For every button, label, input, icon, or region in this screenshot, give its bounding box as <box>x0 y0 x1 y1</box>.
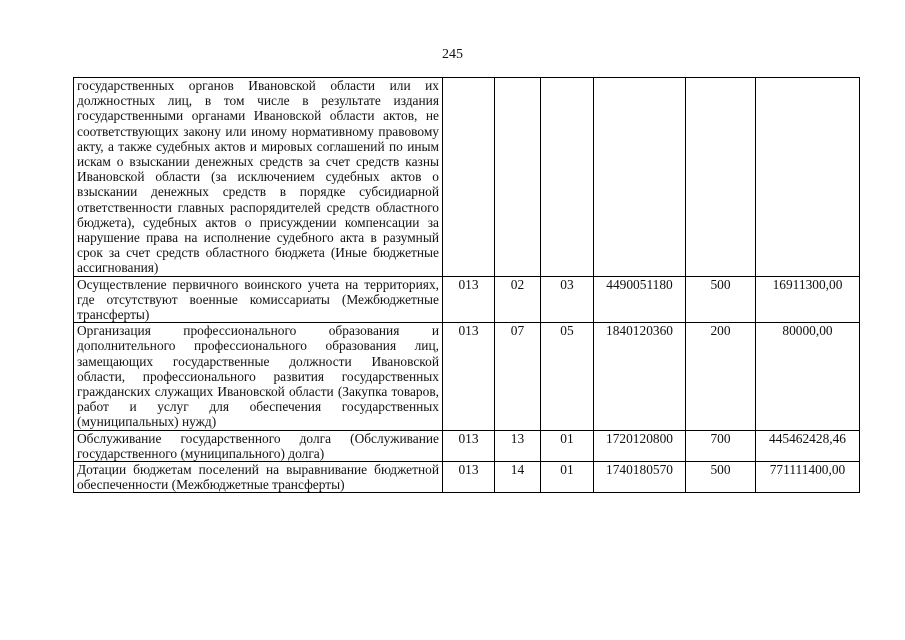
amount: 445462428,46 <box>756 430 860 461</box>
subsection-code: 01 <box>541 430 594 461</box>
row-description: Обслуживание государственного долга (Обслуживание государственного (муниципального) долга) <box>74 430 443 461</box>
ministry-code <box>443 78 495 277</box>
row-description: Организация профессионального образования и дополнительного профессионального образования лиц, замещающих государственные должности Ивановской области, профессионального развития государственных гражданских служащих Ивановской области (Закупка товаров, работ и услуг для обеспечения государственных (муниципальных) нужд) <box>74 323 443 430</box>
section-code: 14 <box>495 462 541 493</box>
expense-type-code: 200 <box>686 323 756 430</box>
target-code: 1740180570 <box>594 462 686 493</box>
ministry-code: 013 <box>443 462 495 493</box>
amount: 771111400,00 <box>756 462 860 493</box>
ministry-code: 013 <box>443 323 495 430</box>
target-code: 1840120360 <box>594 323 686 430</box>
target-code <box>594 78 686 277</box>
table-row <box>74 430 860 461</box>
target-code: 4490051180 <box>594 276 686 323</box>
section-code: 07 <box>495 323 541 430</box>
row-description: Дотации бюджетам поселений на выравнивание бюджетной обеспеченности (Межбюджетные трансферты) <box>74 462 443 493</box>
row-description: государственных органов Ивановской области или их должностных лиц, в том числе в результате издания государственными органами Ивановской области актов, не соответствующих закону или иному нормативному правовому акту, а также судебных актов и мировых соглашений по иным искам о взыскании денежных средств за счет средств казны Ивановской области (за исключением судебных актов о взыскании денежных средств в порядке субсидиарной ответственности главных распорядителей средств областного бюджета), судебных актов о присуждении компенсации за нарушение права на исполнение судебного акта в разумный срок за счет средств областного бюджета (Иные бюджетные ассигнования) <box>74 78 443 277</box>
table-row <box>74 323 860 430</box>
budget-table <box>73 77 860 493</box>
section-code: 13 <box>495 430 541 461</box>
subsection-code: 05 <box>541 323 594 430</box>
table-row <box>74 462 860 493</box>
row-description: Осуществление первичного воинского учета на территориях, где отсутствуют военные комиссариаты (Межбюджетные трансферты) <box>74 276 443 323</box>
section-code <box>495 78 541 277</box>
expense-type-code <box>686 78 756 277</box>
expense-type-code: 500 <box>686 462 756 493</box>
amount: 16911300,00 <box>756 276 860 323</box>
page-number: 245 <box>442 47 463 62</box>
target-code: 1720120800 <box>594 430 686 461</box>
section-code: 02 <box>495 276 541 323</box>
amount: 80000,00 <box>756 323 860 430</box>
expense-type-code: 700 <box>686 430 756 461</box>
expense-type-code: 500 <box>686 276 756 323</box>
amount <box>756 78 860 277</box>
table-row <box>74 78 860 277</box>
subsection-code <box>541 78 594 277</box>
ministry-code: 013 <box>443 276 495 323</box>
table-row <box>74 276 860 323</box>
subsection-code: 01 <box>541 462 594 493</box>
ministry-code: 013 <box>443 430 495 461</box>
subsection-code: 03 <box>541 276 594 323</box>
